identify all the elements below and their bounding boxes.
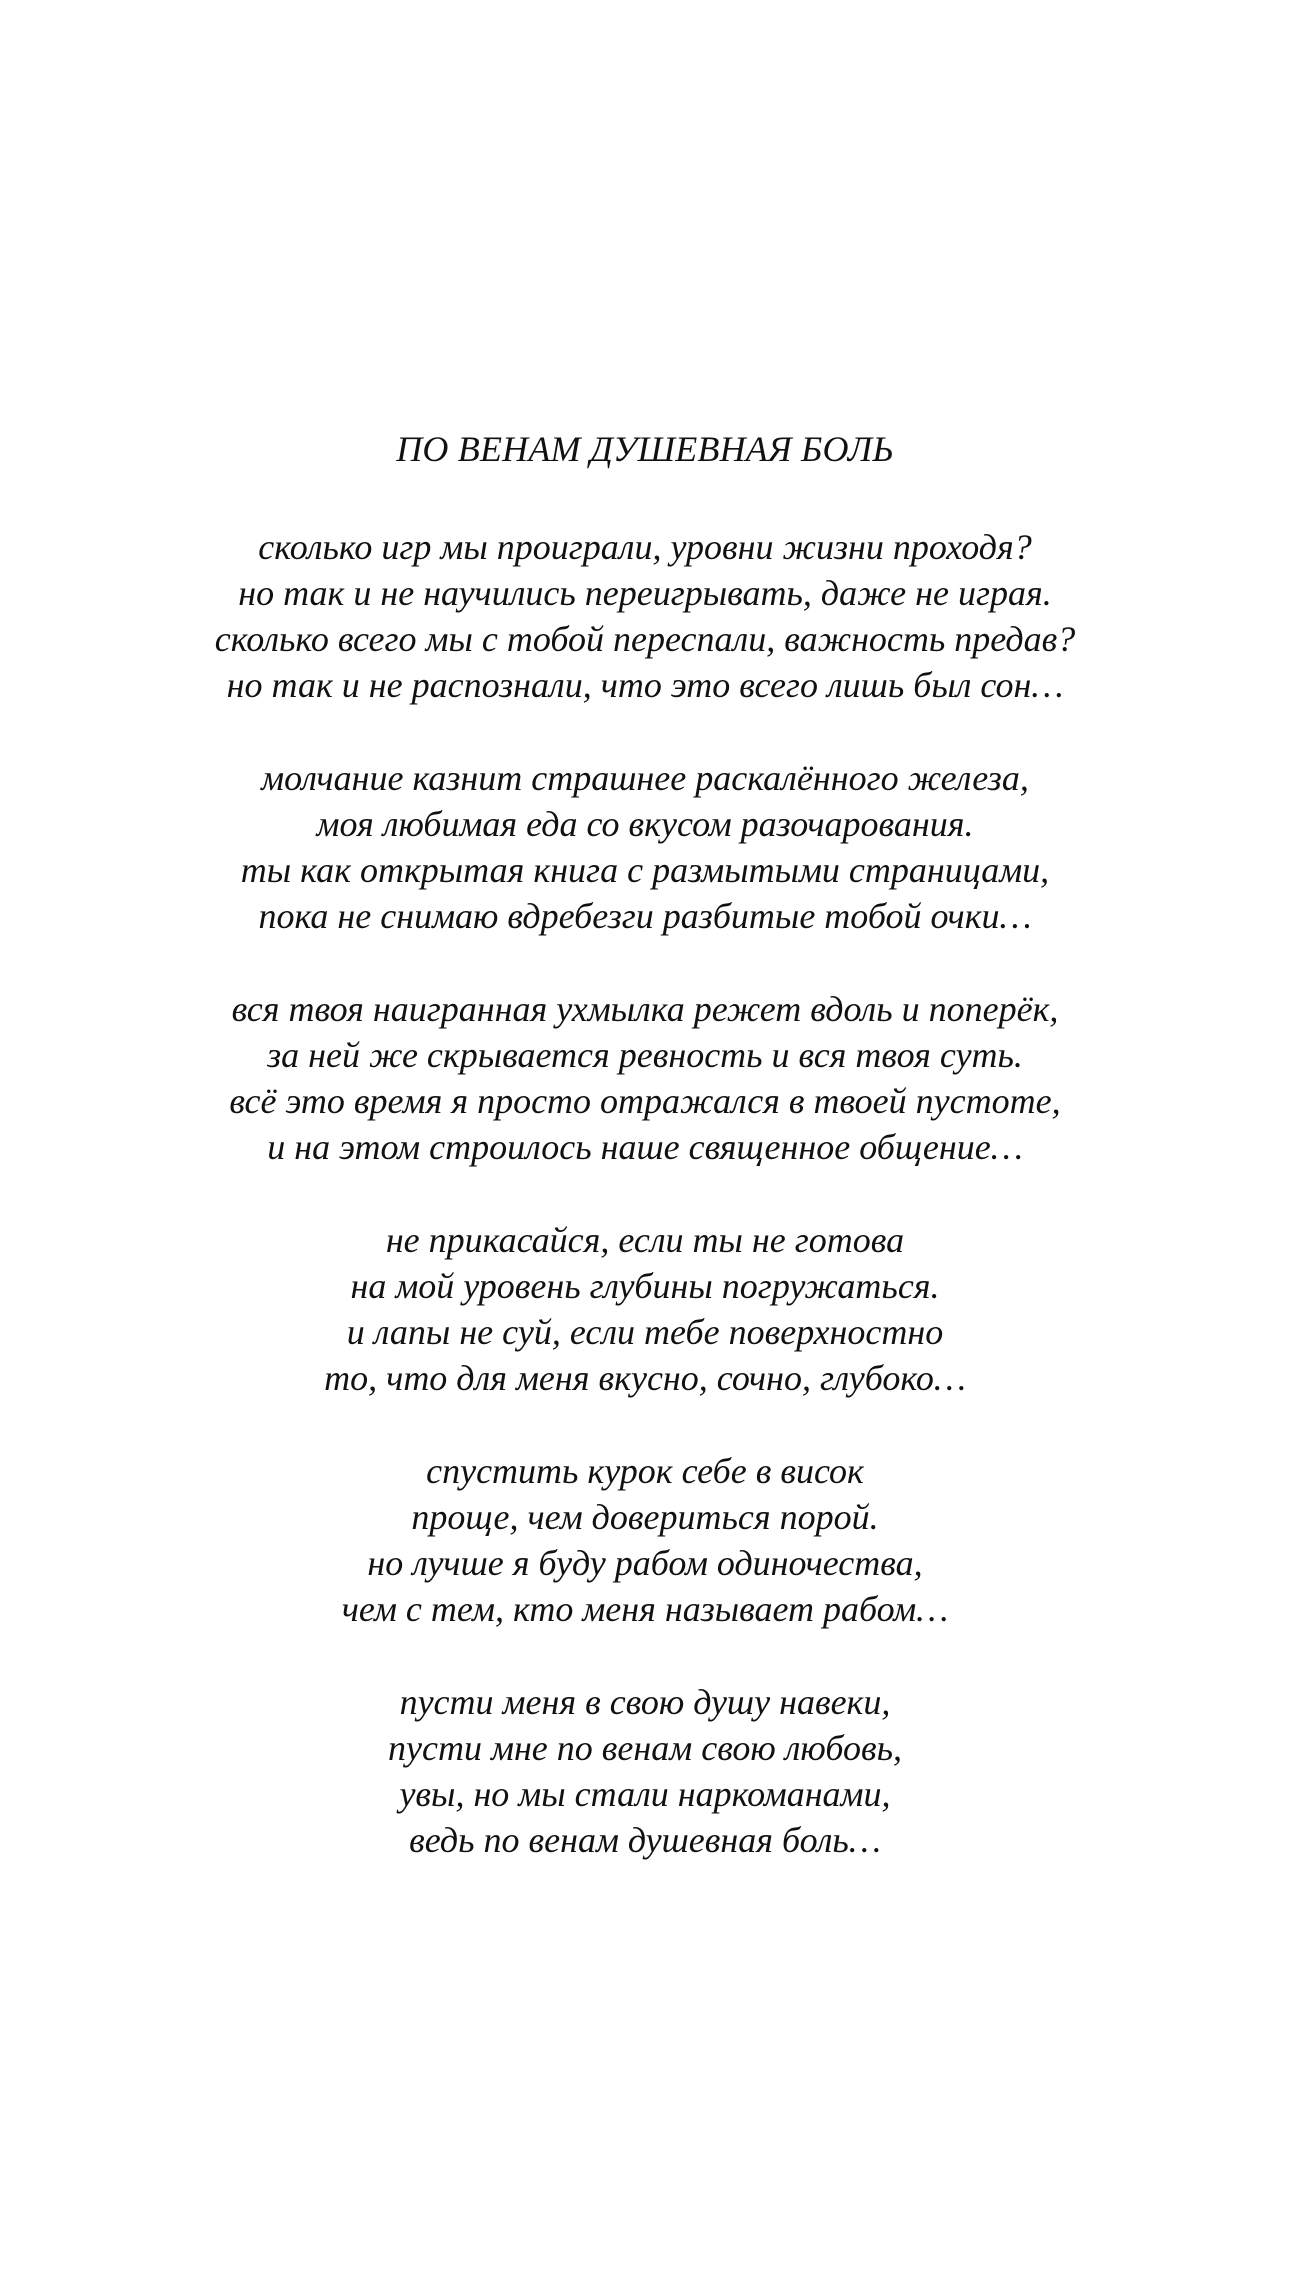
poem-line: то, что для меня вкусно, сочно, глубоко…: [324, 1358, 966, 1398]
stanza-4: [0, 1217, 1290, 1401]
poem-line: пусти меня в свою душу навеки,: [399, 1682, 891, 1722]
poem-line: пока не снимаю вдребезги разбитые тобой очки…: [258, 896, 1032, 936]
poem-line: проще, чем довериться порой.: [411, 1497, 879, 1537]
poem-line: но лучше я буду рабом одиночества,: [367, 1543, 923, 1583]
poem-line: чем с тем, кто меня называет рабом…: [341, 1589, 949, 1629]
stanza-6: [0, 1679, 1290, 1863]
poem-line: ведь по венам душевная боль…: [409, 1820, 881, 1860]
poem-line: пусти мне по венам свою любовь,: [388, 1728, 902, 1768]
poem-line: молчание казнит страшнее раскалённого железа,: [261, 758, 1029, 798]
poem-line: на мой уровень глубины погружаться.: [350, 1266, 940, 1306]
stanza-1: [0, 524, 1290, 708]
poem-line: но так и не распознали, что это всего лишь был сон…: [226, 665, 1064, 705]
poem-line: спустить курок себе в висок: [426, 1451, 864, 1491]
poem-line: моя любимая еда со вкусом разочарования.: [316, 804, 974, 844]
poem-line: за ней же скрывается ревность и вся твоя суть.: [267, 1035, 1023, 1075]
poem: [0, 418, 1290, 1910]
stanza-2: [0, 755, 1290, 939]
poem-line: и на этом строилось наше священное общение…: [267, 1127, 1023, 1167]
poem-line: сколько игр мы проиграли, уровни жизни проходя?: [258, 527, 1032, 567]
poem-line: всё это время я просто отражался в твоей пустоте,: [229, 1081, 1061, 1121]
poem-line: и лапы не суй, если тебе поверхностно: [346, 1312, 944, 1352]
poem-line: сколько всего мы с тобой переспали, важность предав?: [214, 619, 1076, 659]
poem-line: вся твоя наигранная ухмылка режет вдоль и поперёк,: [231, 989, 1059, 1029]
stanza-3: [0, 986, 1290, 1170]
poem-line: ты как открытая книга с размытыми страницами,: [240, 850, 1050, 890]
poem-line: но так и не научились переигрывать, даже не играя.: [238, 573, 1052, 613]
poem-title: ПО ВЕНАМ ДУШЕВНАЯ БОЛЬ: [396, 429, 894, 469]
stanza-5: [0, 1448, 1290, 1632]
poem-line: не прикасайся, если ты не готова: [385, 1220, 905, 1260]
poem-line: увы, но мы стали наркоманами,: [399, 1774, 891, 1814]
